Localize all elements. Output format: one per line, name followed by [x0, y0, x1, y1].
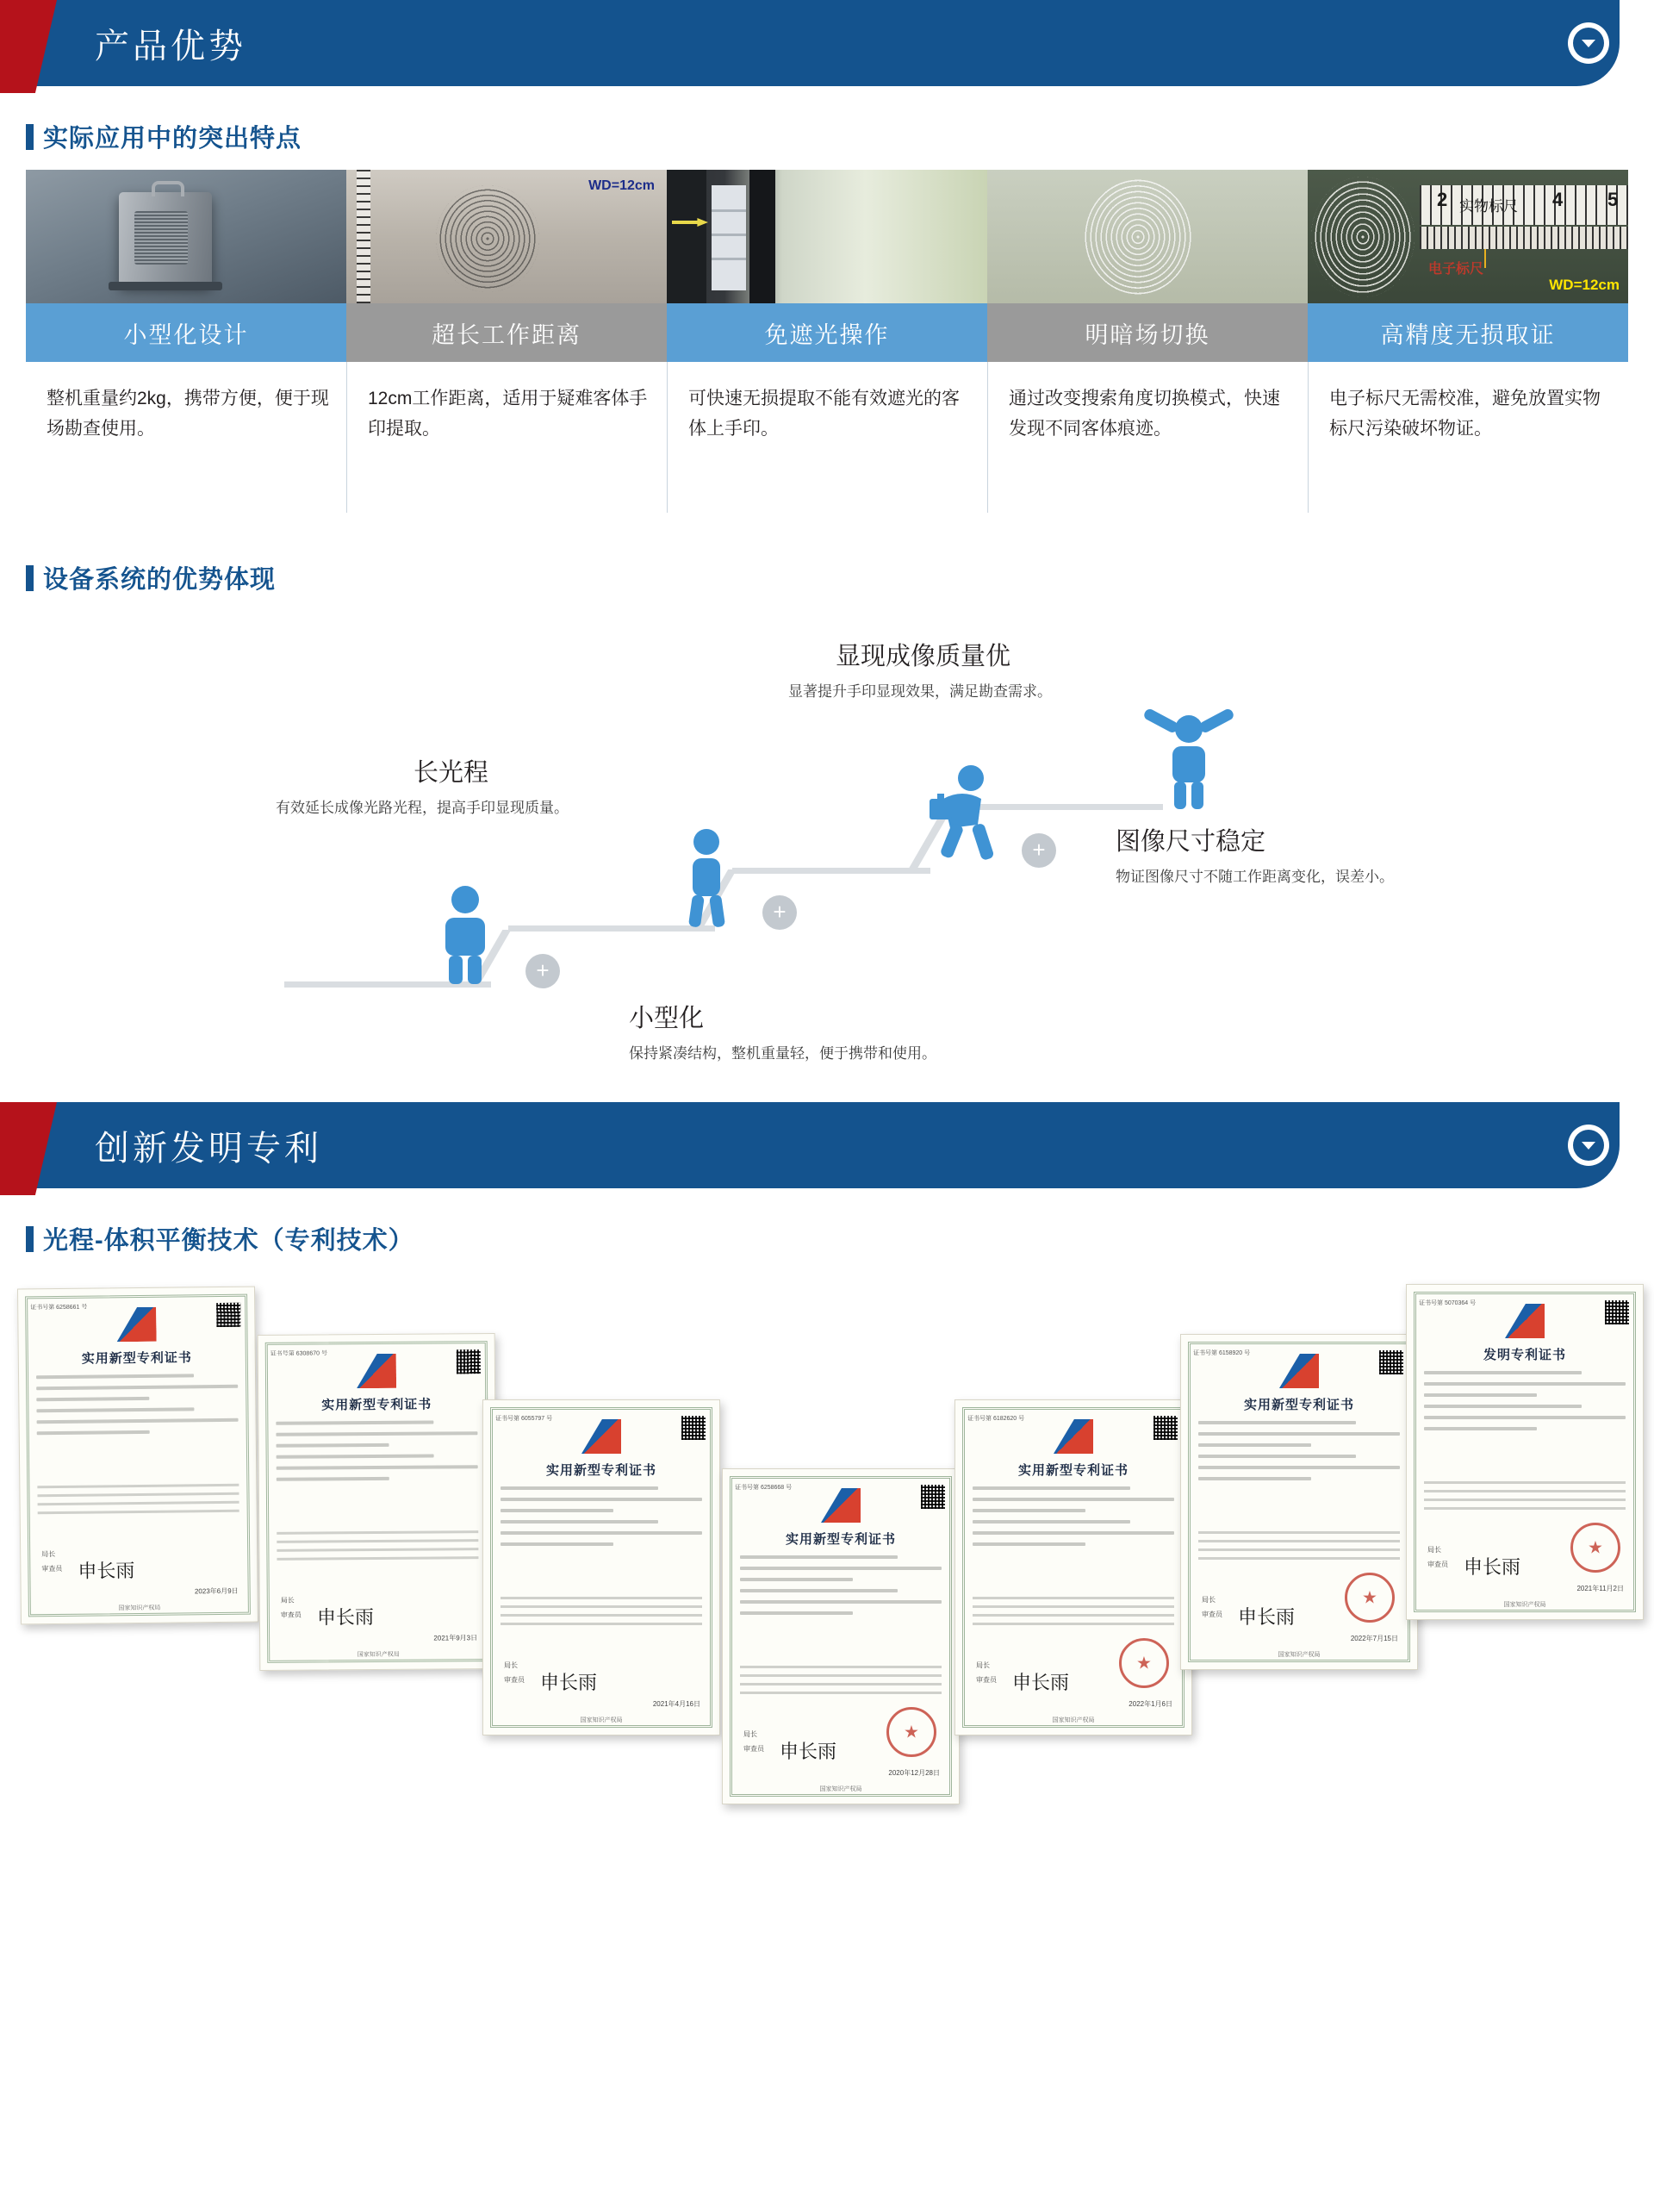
chevron-down-icon[interactable]	[1568, 1125, 1609, 1166]
certificate-paragraph	[973, 1597, 1174, 1631]
certificate-number: 证书号第 6055797 号	[495, 1416, 553, 1422]
certificate-date: 2022年7月15日	[1350, 1635, 1398, 1642]
subheading-system	[26, 560, 1654, 595]
feature-body: 电子标尺无需校准，避免放置实物标尺污染破坏物证。	[1308, 362, 1628, 513]
person-standing-icon	[426, 885, 504, 984]
certificate-text-lines	[1198, 1421, 1400, 1488]
certificate-paragraph	[1198, 1531, 1400, 1566]
certificate-date: 2022年1月6日	[1129, 1700, 1172, 1708]
feature-column	[1308, 170, 1628, 513]
patent-certificate[interactable]	[1406, 1284, 1644, 1620]
certificate-signature: 申长雨	[540, 1672, 598, 1693]
subheading-label: 光程-体积平衡技术（专利技术）	[43, 1227, 414, 1255]
feature-column	[26, 170, 346, 513]
qr-code-icon	[1153, 1416, 1178, 1440]
feature-column	[987, 170, 1308, 513]
step-node-plus: +	[762, 895, 797, 930]
certificate-text-lines	[1424, 1371, 1626, 1438]
certificate-title: 实用新型专利证书	[1017, 1463, 1129, 1478]
feature-caption: 免遮光操作	[667, 303, 987, 362]
certificate-title: 实用新型专利证书	[321, 1397, 432, 1413]
certificate-signature-label: 局长 审查员	[280, 1596, 302, 1619]
certificate-title: 实用新型专利证书	[81, 1350, 192, 1367]
subheading-tick	[26, 565, 34, 591]
official-seal	[886, 1707, 936, 1757]
stair-title: 显现成像质量优	[836, 643, 1011, 670]
certificate-title: 发明专利证书	[1483, 1348, 1566, 1362]
photo-label-wd: WD=12cm	[1549, 277, 1620, 293]
feature-body: 整机重量约2kg，携带方便，便于现场勘查使用。	[47, 389, 329, 439]
stair-desc: 保持紧凑结构，整机重量轻，便于携带和使用。	[629, 1045, 936, 1062]
certificate-signature: 申长雨	[78, 1560, 135, 1582]
certificate-text-lines	[501, 1486, 702, 1554]
step-line	[732, 868, 930, 874]
fingerprint-illustration	[436, 185, 539, 292]
ruler-tick-line	[1484, 249, 1486, 268]
certificate-date: 2021年9月3日	[433, 1634, 478, 1642]
vertical-ruler	[357, 170, 370, 303]
feature-caption: 小型化设计	[26, 303, 346, 362]
certificate-footer: 国家知识产权局	[357, 1651, 400, 1659]
official-seal	[1345, 1573, 1395, 1623]
certificate-footer: 国家知识产权局	[580, 1717, 623, 1723]
stair-title: 图像尺寸稳定	[1116, 828, 1266, 856]
dark-strip	[667, 170, 706, 303]
feature-column	[667, 170, 987, 513]
certificate-paragraph	[740, 1666, 942, 1700]
certificate-footer: 国家知识产权局	[1052, 1717, 1095, 1723]
electronic-ruler	[1420, 227, 1628, 249]
patent-certificate[interactable]	[1180, 1334, 1418, 1670]
stair-desc: 有效延长成像光路光程，提高手印显现质量。	[276, 800, 569, 816]
patent-certificate[interactable]	[722, 1468, 960, 1804]
certificate-number: 证书号第 6258668 号	[735, 1485, 793, 1491]
patent-gallery	[0, 1272, 1654, 1961]
feature-body: 12cm工作距离，适用于疑难客体手印提取。	[346, 362, 667, 513]
section-banner-product-advantage	[0, 0, 1654, 93]
stair-desc: 显著提升手印显现效果，满足勘查需求。	[788, 683, 1052, 700]
subheading-label: 设备系统的优势体现	[43, 566, 277, 594]
feature-photo-fingerprint-wall	[346, 170, 667, 303]
ruler-number: 4	[1552, 189, 1564, 210]
certificate-number: 证书号第 6182620 号	[967, 1416, 1025, 1422]
certificate-number: 证书号第 6308670 号	[270, 1350, 327, 1357]
certificate-date: 2021年4月16日	[652, 1700, 700, 1708]
certificate-paragraph	[1424, 1481, 1626, 1516]
certificate-signature: 申长雨	[316, 1606, 375, 1629]
chevron-down-icon[interactable]	[1568, 22, 1609, 64]
device-base	[109, 282, 222, 290]
subheading-tick	[26, 124, 34, 150]
feature-photo-electronic-ruler	[1308, 170, 1628, 303]
qr-code-icon	[681, 1416, 706, 1440]
patent-certificate[interactable]	[482, 1399, 720, 1735]
certificate-number: 证书号第 5070364 号	[1419, 1300, 1477, 1306]
step-node-plus: +	[525, 954, 560, 988]
stair-title: 小型化	[629, 1005, 705, 1032]
dark-strip	[749, 170, 775, 303]
subheading-features	[26, 119, 1654, 154]
certificate-signature: 申长雨	[1464, 1556, 1521, 1578]
person-celebrating-icon	[1133, 701, 1245, 809]
qr-code-icon	[921, 1485, 945, 1509]
certificate-signature: 申长雨	[1012, 1672, 1070, 1693]
step-node-plus: +	[1022, 833, 1056, 868]
certificate-signature-label: 局长 审查员	[1202, 1596, 1222, 1618]
official-seal	[1570, 1523, 1620, 1573]
certificate-paragraph	[501, 1597, 702, 1631]
patent-certificate[interactable]	[17, 1287, 258, 1625]
feature-table	[26, 170, 1630, 513]
certificate-title: 实用新型专利证书	[1243, 1398, 1354, 1412]
window-illustration	[712, 185, 746, 290]
certificate-footer: 国家知识产权局	[1278, 1652, 1321, 1658]
feature-caption: 超长工作距离	[346, 303, 667, 362]
certificate-date: 2020年12月28日	[888, 1769, 940, 1777]
certificate-signature-label: 局长 审查员	[1427, 1546, 1448, 1568]
stair-title: 长光程	[414, 759, 489, 787]
certificate-signature-label: 局长 审查员	[504, 1661, 525, 1684]
certificate-signature-label: 局长 审查员	[41, 1550, 63, 1573]
stair-desc: 物证图像尺寸不随工作距离变化，误差小。	[1116, 869, 1394, 885]
qr-code-icon	[1379, 1350, 1403, 1374]
feature-column	[346, 170, 667, 513]
certificate-date: 2021年11月2日	[1576, 1585, 1624, 1592]
certificate-text-lines	[36, 1374, 239, 1442]
certificate-signature: 申长雨	[780, 1741, 837, 1762]
fingerprint-illustration	[1311, 177, 1415, 297]
subheading-tick	[26, 1226, 34, 1252]
certificate-footer: 国家知识产权局	[118, 1604, 161, 1612]
certificate-text-lines	[740, 1555, 942, 1623]
fingerprint-illustration	[1084, 178, 1192, 296]
patent-certificate[interactable]	[258, 1333, 498, 1671]
person-running-icon	[909, 764, 1008, 868]
certificate-paragraph	[37, 1484, 239, 1520]
certificate-text-lines	[973, 1486, 1174, 1554]
certificate-signature-label: 局长 审查员	[976, 1661, 997, 1684]
feature-photo-no-shading	[667, 170, 987, 303]
certificate-text-lines	[276, 1420, 478, 1489]
staircase-diagram	[26, 611, 1630, 1094]
physical-ruler	[1420, 185, 1628, 225]
certificate-number: 证书号第 6258661 号	[30, 1304, 88, 1312]
ruler-number: 2	[1437, 189, 1448, 210]
person-walking-icon	[672, 828, 741, 927]
ruler-label-electronic: 电子标尺	[1428, 262, 1484, 277]
feature-photo-device	[26, 170, 346, 303]
section-title: 产品优势	[95, 28, 246, 65]
certificate-title: 实用新型专利证书	[785, 1532, 896, 1547]
feature-photo-bright-dark-field	[987, 170, 1308, 303]
certificate-date: 2023年6月9日	[194, 1586, 239, 1596]
qr-code-icon	[1605, 1300, 1629, 1324]
device-illustration	[119, 192, 212, 285]
feature-body: 通过改变搜索角度切换模式，快速发现不同客体痕迹。	[987, 362, 1308, 513]
subheading-label: 实际应用中的突出特点	[43, 125, 302, 153]
section-banner-patents	[0, 1102, 1654, 1195]
feature-body: 可快速无损提取不能有效遮光的客体上手印。	[667, 362, 987, 513]
ruler-label-physical: 实物标尺	[1459, 198, 1518, 215]
certificate-footer: 国家知识产权局	[1503, 1602, 1546, 1608]
certificate-number: 证书号第 6158920 号	[1193, 1350, 1251, 1356]
ruler-number: 5	[1607, 189, 1619, 210]
qr-code-icon	[216, 1303, 240, 1327]
feature-caption: 明暗场切换	[987, 303, 1308, 362]
qr-code-icon	[457, 1349, 481, 1374]
subheading-patent	[26, 1221, 1654, 1256]
certificate-title: 实用新型专利证书	[545, 1463, 656, 1478]
section-title: 创新发明专利	[95, 1130, 322, 1168]
feature-caption: 高精度无损取证	[1308, 303, 1628, 362]
photo-label-wd: WD=12cm	[588, 178, 655, 193]
patent-certificate[interactable]	[954, 1399, 1192, 1735]
certificate-paragraph	[277, 1530, 478, 1567]
official-seal	[1119, 1638, 1169, 1688]
certificate-signature: 申长雨	[1238, 1606, 1296, 1628]
certificate-footer: 国家知识产权局	[819, 1786, 862, 1792]
certificate-signature-label: 局长 审查员	[743, 1730, 764, 1753]
